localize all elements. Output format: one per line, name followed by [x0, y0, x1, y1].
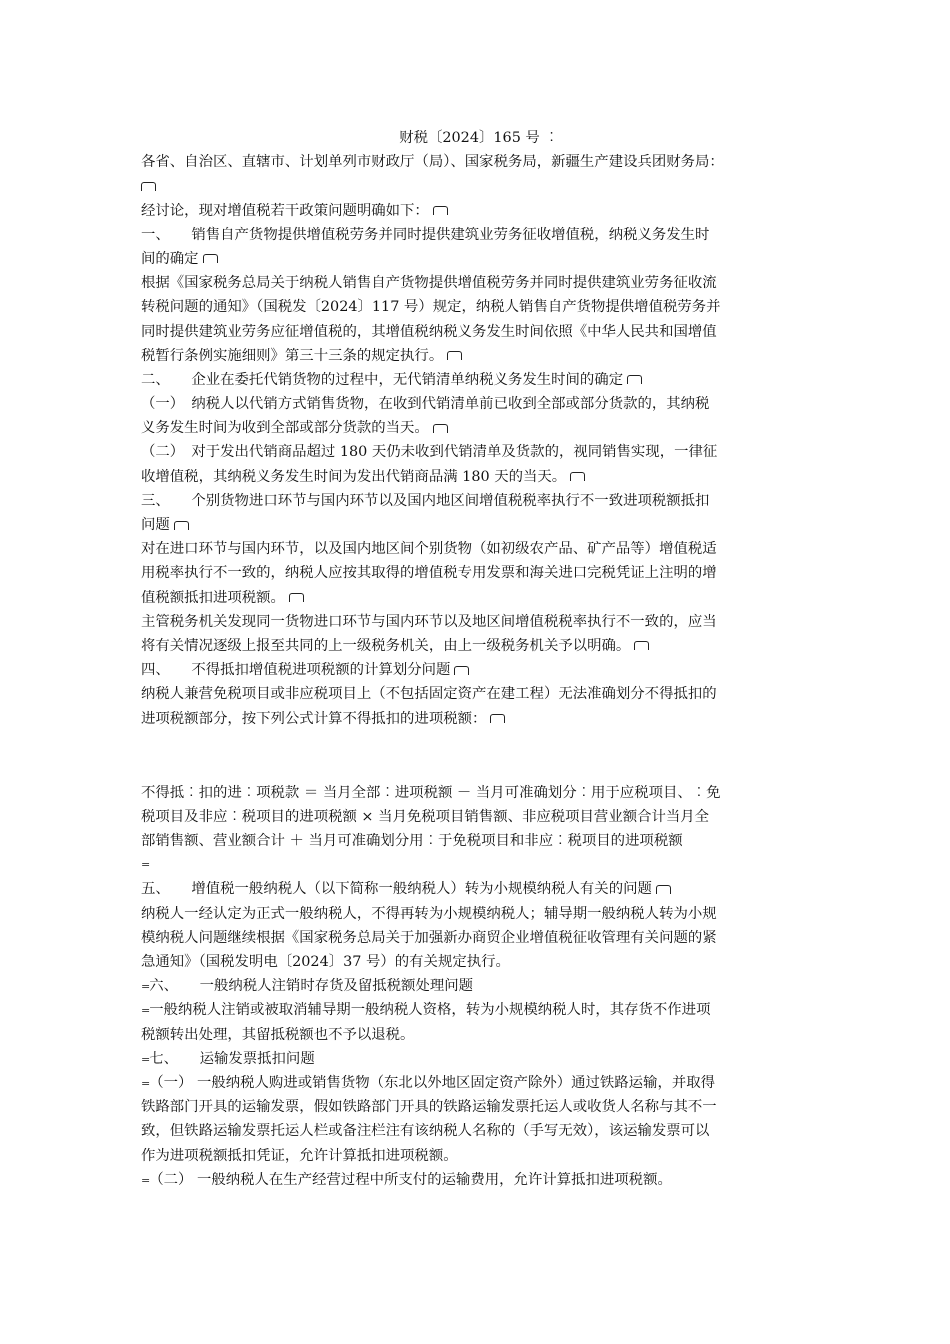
- intro-line: 经讨论，现对增值税若干政策问题明确如下：: [141, 199, 817, 223]
- paragraph-mark-icon: [490, 714, 505, 723]
- section-heading: =六、 一般纳税人注销时存货及留抵税额处理问题: [141, 978, 474, 995]
- body-line: 间的确定: [141, 247, 817, 271]
- body-line: 同时提供建筑业劳务应征增值税的，其增值税纳税义务发生时间依照《中华人民共和国增值: [141, 323, 717, 340]
- mark-glyph: =: [141, 1004, 150, 1018]
- formula-line: 税项目及非应︰税项目的进项税额 × 当月免税项目销售额、非应税项目营业额合计当月全: [141, 808, 710, 825]
- body-line: =（二） 一般纳税人在生产经营过程中所支付的运输费用，允许计算抵扣进项税额。: [141, 1171, 672, 1188]
- mark-glyph: =: [141, 1052, 150, 1066]
- body-line: （一） 纳税人以代销方式销售货物，在收到代销清单前已收到全部或部分货款的，其纳税: [141, 396, 710, 413]
- body-line: 税暂行条例实施细则》第三十三条的规定执行。: [141, 344, 817, 368]
- paragraph-mark-icon: [141, 182, 156, 191]
- paragraph-mark-icon: [203, 254, 218, 263]
- body-line: =一般纳税人注销或被取消辅导期一般纳税人资格，转为小规模纳税人时，其存货不作进项: [141, 1002, 711, 1019]
- body-line: 值税额抵扣进项税额。: [141, 586, 817, 610]
- mark-glyph: =: [141, 1173, 150, 1187]
- section-heading: 三、 个别货物进口环节与国内环节以及国内地区间增值税税率执行不一致进项税额抵扣: [141, 492, 710, 509]
- section-heading: 二、 企业在委托代销货物的过程中，无代销清单纳税义务发生时间的确定: [141, 368, 817, 392]
- body-line: 纳税人兼营免税项目或非应税项目上（不包括固定资产在建工程）无法准确划分不得抵扣的: [141, 686, 717, 703]
- paragraph-mark-icon: [447, 351, 462, 360]
- body-line: =（一） 一般纳税人购进或销售货物（东北以外地区固定资产除外）通过铁路运输，并取得: [141, 1074, 716, 1091]
- section-heading: 五、 增值税一般纳税人（以下简称一般纳税人）转为小规模纳税人有关的问题: [141, 877, 817, 901]
- body-line: 税额转出处理，其留抵税额也不予以退税。: [141, 1026, 415, 1043]
- paragraph-mark-icon: [289, 593, 304, 602]
- mark-glyph: =: [141, 980, 150, 994]
- body-line: 将有关情况逐级上报至共同的上一级税务机关，由上一级税务机关予以明确。: [141, 634, 817, 658]
- body-line: 主管税务机关发现同一货物进口环节与国内环节以及地区间增值税税率执行不一致的，应当: [141, 613, 717, 630]
- body-line: 进项税额部分，按下列公式计算不得抵扣的进项税额：: [141, 707, 817, 731]
- formula-line: 部销售额、营业额合计 ＋ 当月可准确划分用︰于免税项目和非应︰税项目的进项税额: [141, 833, 683, 850]
- body-line: 义务发生时间为收到全部或部分货款的当天。: [141, 416, 817, 440]
- body-line: 对在进口环节与国内环节，以及国内地区间个别货物（如初级农产品、矿产品等）增值税适: [141, 541, 717, 558]
- document-number: 财税〔2024〕165 号 ︰: [399, 130, 559, 146]
- body-line: （二） 对于发出代销商品超过 180 天仍未收到代销清单及货款的，视同销售实现，一律征: [141, 444, 718, 461]
- paragraph-mark-icon: [570, 472, 585, 481]
- body-line: 急通知》（国税发明电〔2024〕37 号）的有关规定执行。: [141, 954, 510, 970]
- paragraph-mark-icon: [656, 885, 671, 894]
- body-line: 纳税人一经认定为正式一般纳税人，不得再转为小规模纳税人；辅导期一般纳税人转为小规: [141, 905, 717, 922]
- body-line: 作为进项税额抵扣凭证，允许计算抵扣进项税额。: [141, 1147, 458, 1164]
- paragraph-mark-line: [141, 174, 817, 198]
- body-line: 用税率执行不一致的，纳税人应按其取得的增值税专用发票和海关进口完税凭证上注明的增: [141, 565, 717, 582]
- body-line: 问题: [141, 513, 817, 537]
- addressee-line: 各省、自治区、直辖市、计划单列市财政厅（局）、国家税务局，新疆生产建设兵团财务局：: [141, 154, 724, 171]
- paragraph-mark-icon: [627, 375, 642, 384]
- paragraph-mark-icon: [454, 666, 469, 675]
- paragraph-mark-icon: [634, 641, 649, 650]
- formula-end-mark: =: [141, 858, 150, 872]
- formula-line: 不得抵︰扣的进︰项税款 ＝ 当月全部︰进项税额 － 当月可准确划分︰用于应税项目、︰免: [141, 784, 721, 801]
- section-heading: =七、 运输发票抵扣问题: [141, 1050, 315, 1067]
- body-line: 收增值税，其纳税义务发生时间为发出代销商品满 180 天的当天。: [141, 465, 817, 489]
- body-line: 致，但铁路运输发票托运人栏或备注栏注有该纳税人名称的（手写无效），该运输发票可以: [141, 1123, 710, 1140]
- blank-space: [141, 731, 817, 781]
- paragraph-mark-icon: [174, 521, 189, 530]
- section-heading: 四、 不得抵扣增值税进项税额的计算划分问题: [141, 658, 817, 682]
- section-heading: 一、 销售自产货物提供增值税劳务并同时提供建筑业劳务征收增值税，纳税义务发生时: [141, 226, 710, 243]
- body-line: 根据《国家税务总局关于纳税人销售自产货物提供增值税劳务并同时提供建筑业劳务征收流: [141, 275, 717, 292]
- body-line: 转税问题的通知》（国税发〔2024〕117 号）规定，纳税人销售自产货物提供增值税劳务并: [141, 299, 721, 316]
- paragraph-mark-icon: [433, 424, 448, 433]
- document-body: [141, 126, 817, 1192]
- body-line: 模纳税人问题继续根据《国家税务总局关于加强新办商贸企业增值税征收管理有关问题的紧: [141, 929, 717, 946]
- paragraph-mark-icon: [433, 206, 448, 215]
- body-line: 铁路部门开具的运输发票，假如铁路部门开具的铁路运输发票托运人或收货人名称与其不一: [141, 1099, 717, 1116]
- mark-glyph: =: [141, 1076, 150, 1090]
